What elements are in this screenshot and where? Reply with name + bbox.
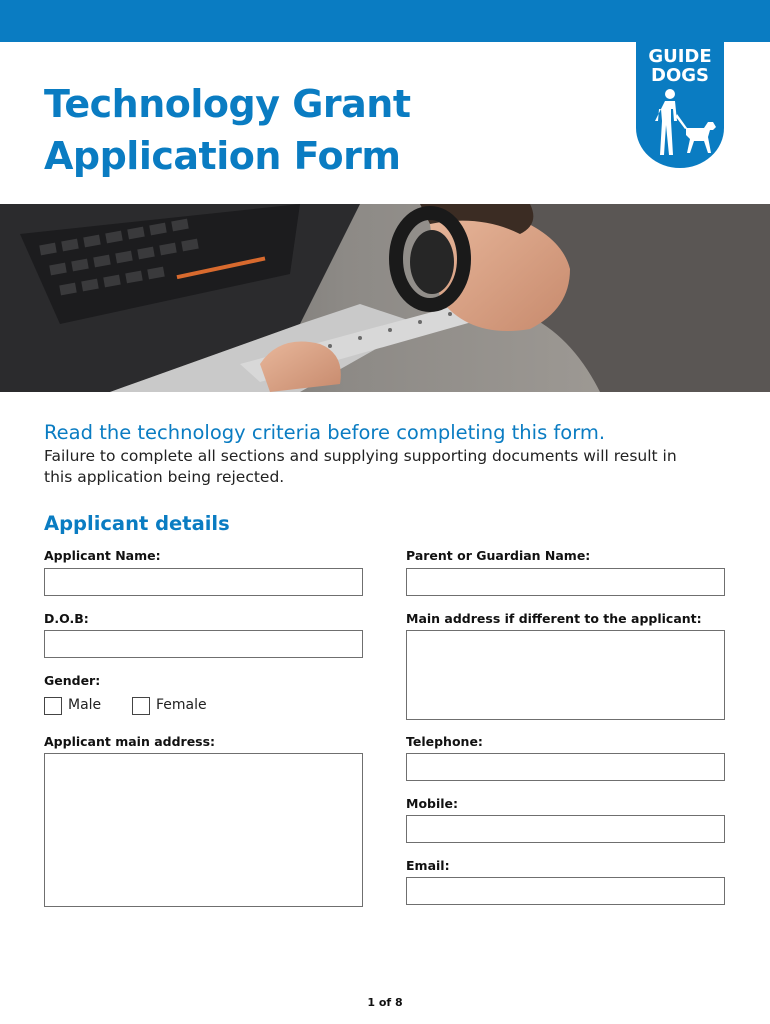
page-number: 1 of 8	[367, 996, 403, 1009]
main-address-field[interactable]	[44, 753, 363, 907]
mobile-label: Mobile:	[406, 796, 459, 811]
gender-female-label: Female	[156, 697, 207, 713]
dob-label: D.O.B:	[44, 611, 89, 626]
alt-address-field[interactable]	[406, 630, 725, 720]
guardian-name-label: Parent or Guardian Name:	[406, 548, 591, 563]
gender-label: Gender:	[44, 673, 101, 688]
logo-text-dogs: DOGS	[651, 65, 709, 86]
telephone-field[interactable]	[406, 753, 725, 781]
dob-field[interactable]	[44, 630, 363, 658]
gender-male-label: Male	[68, 697, 102, 713]
telephone-label: Telephone:	[406, 734, 483, 749]
gender-male-checkbox[interactable]	[44, 697, 62, 715]
mobile-field[interactable]	[406, 815, 725, 843]
gender-female-checkbox[interactable]	[132, 697, 150, 715]
main-address-label: Applicant main address:	[44, 734, 216, 749]
intro-body: Failure to complete all sections and supplying supporting documents will result in this application being rejected.	[44, 447, 677, 486]
title-line-1: Technology Grant	[44, 82, 411, 126]
header-bar	[0, 0, 770, 42]
applicant-name-label: Applicant Name:	[44, 548, 161, 563]
alt-address-label: Main address if different to the applicant:	[406, 611, 702, 626]
hero-photo	[0, 204, 770, 392]
guide-dogs-logo	[636, 42, 724, 168]
logo-text-guide: GUIDE	[648, 46, 712, 67]
guardian-name-field[interactable]	[406, 568, 725, 596]
page-title	[44, 78, 411, 182]
intro-heading: Read the technology criteria before completing this form.	[44, 421, 606, 444]
applicant-name-field[interactable]	[44, 568, 363, 596]
section-heading-applicant-details: Applicant details	[44, 512, 230, 535]
email-label: Email:	[406, 858, 450, 873]
email-field[interactable]	[406, 877, 725, 905]
title-line-2: Application Form	[44, 134, 401, 178]
